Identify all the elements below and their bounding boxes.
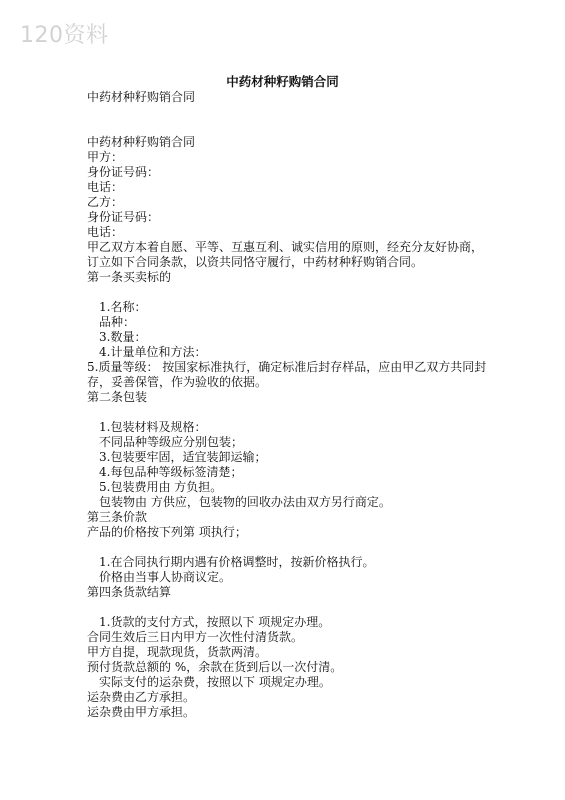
- document-title: 中药材种籽购销合同: [226, 74, 339, 89]
- doc-paragraph: 甲乙双方本着自愿、平等、互惠互利、诚实信用的原则，经充分友好协商，订立如下合同条款，以资共同恪守履行，中药材种籽购销合同。: [87, 240, 484, 269]
- section-heading: 第一条买卖标的: [87, 270, 172, 284]
- section-heading: 第四条货款结算: [87, 585, 172, 599]
- doc-line: 1.包装材料及规格：: [99, 420, 207, 434]
- doc-line: 不同品种等级应分别包装；: [99, 435, 244, 449]
- doc-line: 4.每包品种等级标签清楚；: [99, 465, 243, 479]
- doc-subtitle: 中药材种籽购销合同: [87, 90, 196, 104]
- doc-line: 3.包装要牢固，适宜装卸运输；: [99, 450, 267, 464]
- doc-line: 身份证号码：: [87, 210, 160, 224]
- doc-line: 1.货款的支付方式，按照以下 项规定办理。: [99, 615, 331, 629]
- watermark-logo: 120资料: [20, 23, 109, 48]
- doc-line: 乙方：: [87, 195, 124, 209]
- doc-line: 中药材种籽购销合同: [87, 135, 196, 149]
- doc-line: 4.计量单位和方法：: [99, 345, 207, 359]
- doc-line: 运杂费由甲方承担。: [87, 705, 196, 719]
- doc-line: 合同生效后三日内甲方一次性付清货款。: [87, 630, 304, 644]
- doc-line: 电话：: [87, 225, 124, 239]
- document-body: [87, 90, 487, 720]
- doc-line: 3.数量：: [99, 330, 147, 344]
- doc-line: 身份证号码：: [87, 165, 160, 179]
- doc-line: 品种：: [99, 315, 136, 329]
- doc-line: 实际支付的运杂费，按照以下 项规定办理。: [99, 675, 331, 689]
- doc-line: 电话：: [87, 180, 124, 194]
- section-heading: 第二条包装: [87, 390, 148, 404]
- doc-line: 5.包装费用由 方负担。: [99, 480, 223, 494]
- doc-line: 甲方：: [87, 150, 124, 164]
- doc-paragraph: 5.质量等级： 按国家标准执行，确定标准后封存样品，应由甲乙双方共同封存，妥善保管，作为验收的依据。: [87, 360, 487, 389]
- doc-line: 运杂费由乙方承担。: [87, 690, 196, 704]
- doc-line: 价格由当事人协商议定。: [99, 570, 232, 584]
- doc-line: 1.名称：: [99, 300, 147, 314]
- doc-line: 甲方自提，现款现货，货款两清。: [87, 645, 268, 659]
- section-heading: 第三条价款: [87, 510, 148, 524]
- doc-line: 产品的价格按下列第 项执行；: [87, 525, 247, 539]
- doc-line: 1.在合同执行期内遇有价格调整时，按新价格执行。: [99, 555, 375, 569]
- doc-line: 预付货款总额的 %，余款在货到后以一次付清。: [87, 660, 343, 674]
- doc-line: 包装物由 方供应，包装物的回收办法由双方另行商定。: [99, 495, 391, 509]
